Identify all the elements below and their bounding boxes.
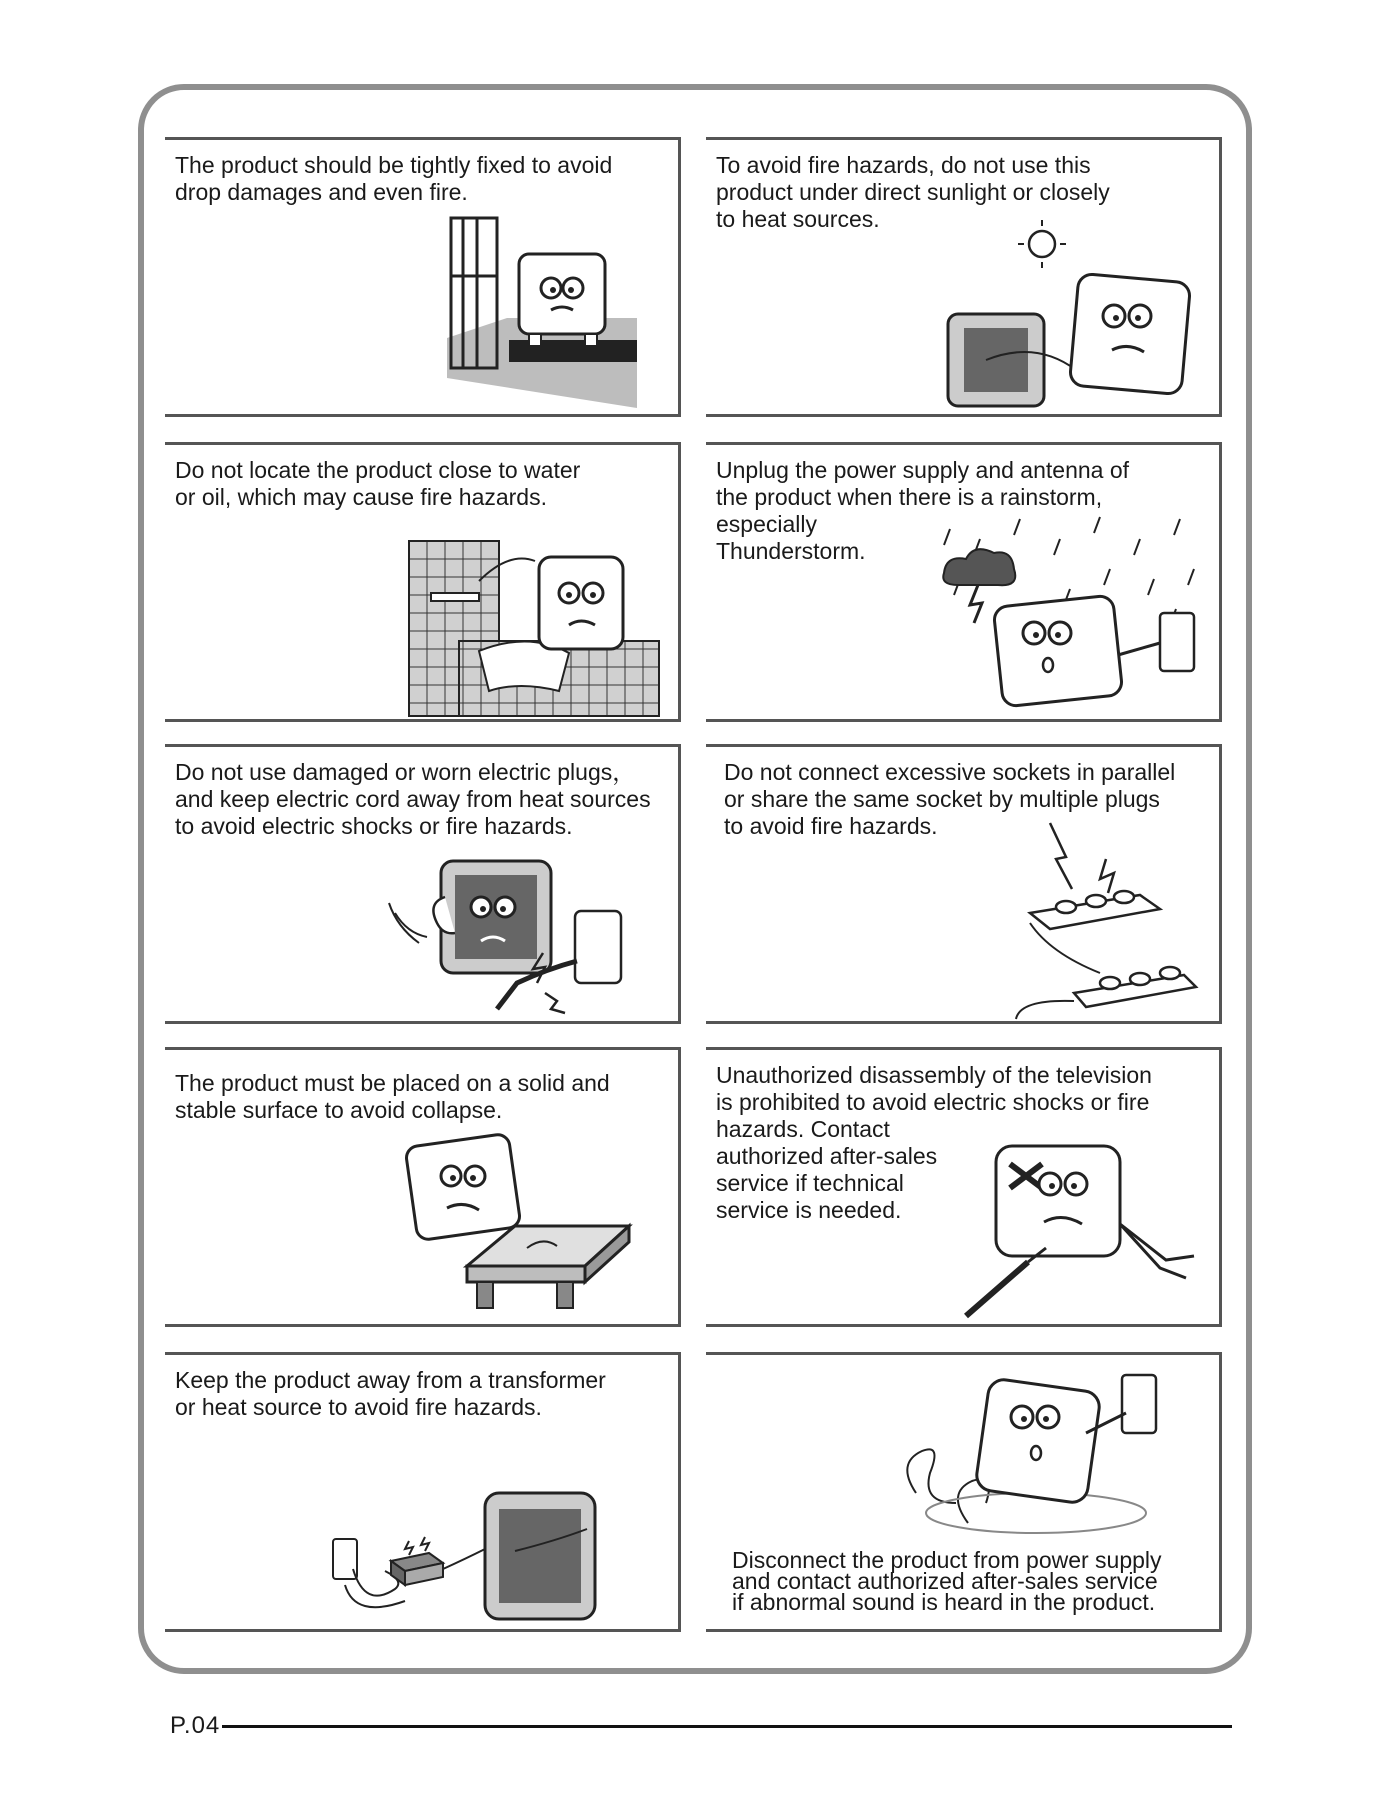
damaged-plug-illustration (387, 853, 637, 1019)
sun-icon (1018, 220, 1066, 268)
panel-transformer (165, 1352, 681, 1632)
panel-sunlight-text: To avoid fire hazards, do not use this product under direct sunlight or closely to heat sources. (716, 152, 1110, 232)
panel-sound-text: Disconnect the product from power supply and contact authorized after-sales service if abnormal sound is heard in the product. (732, 1547, 1162, 1615)
panel-sockets (706, 744, 1222, 1024)
panel-fix-text: The product should be tightly fixed to avoid drop damages and even fire. (175, 152, 613, 205)
panel-plugs (165, 744, 681, 1024)
panel-disassembly (706, 1047, 1222, 1327)
tv-abnormal-sound-illustration (886, 1373, 1166, 1543)
tv-fixed-on-wall-illustration (447, 218, 637, 408)
panel-surface (165, 1047, 681, 1327)
panel-surface-text: The product must be placed on a solid and stable surface to avoid collapse. (175, 1070, 610, 1123)
panel-storm-text: Unplug the power supply and antenna of the product when there is a rainstorm, especially Thunderstorm. (716, 457, 1130, 564)
tv-on-table-illustration (407, 1136, 637, 1316)
panel-fix (165, 137, 681, 417)
panel-storm (706, 442, 1222, 722)
panel-sound (706, 1352, 1222, 1632)
panel-disassembly-text: Unauthorized disassembly of the television is prohibited to avoid electric shocks or fire hazards. Contact authorized after-sales service if technical service is needed. (716, 1062, 1152, 1223)
panel-sunlight (706, 137, 1222, 417)
tv-with-tools-illustration (946, 1144, 1206, 1324)
tv-in-rainstorm-illustration (934, 515, 1204, 715)
panel-sockets-text: Do not connect excessive sockets in parallel or share the same socket by multiple plugs to avoid fire hazards. (724, 759, 1176, 839)
panel-water-text: Do not locate the product close to water or oil, which may cause fire hazards. (175, 457, 581, 510)
tv-and-transformer-illustration (325, 1489, 605, 1629)
panel-transformer-text: Keep the product away from a transformer or heat source to avoid fire hazards. (175, 1367, 606, 1420)
panel-plugs-text: Do not use damaged or worn electric plugs， and keep electric cord away from heat sources to avoid electric shocks or fire hazards. (175, 759, 651, 839)
tv-near-heater-illustration (946, 220, 1196, 410)
footer-rule (222, 1725, 1232, 1728)
panel-water (165, 442, 681, 722)
overloaded-power-strip-illustration (1010, 823, 1200, 1019)
page-number: P.04 (170, 1712, 221, 1739)
tv-near-water-illustration (409, 541, 659, 721)
